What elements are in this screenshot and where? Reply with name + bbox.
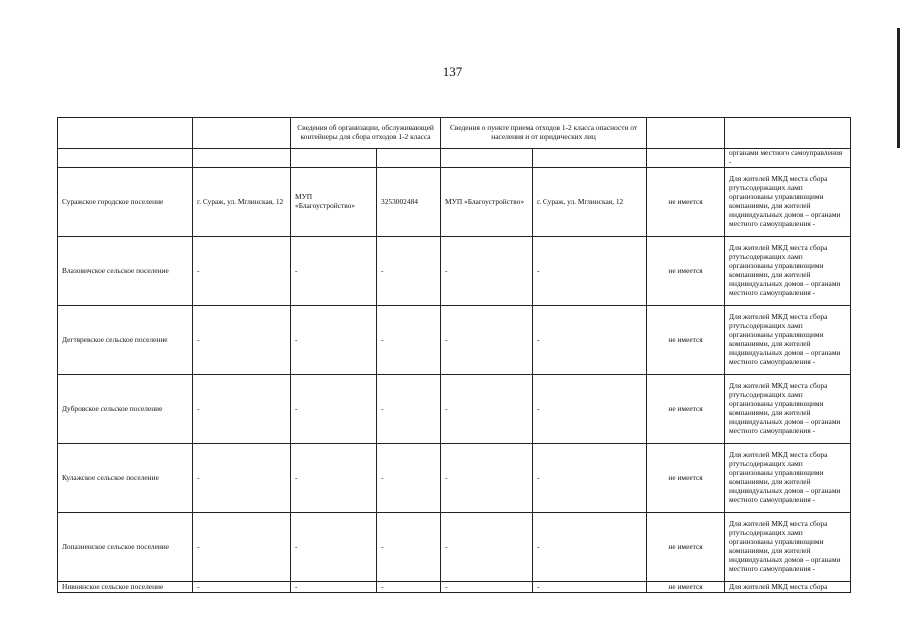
table-row [58,582,851,593]
header-org-group: Сведения об организации, обслуживающей контейнеры для сбора отходов 1-2 класса [291,118,441,149]
organization-cell: - [291,444,377,513]
header-empty-cell [193,118,291,149]
table-row [58,375,851,444]
point-organization-cell: - [441,375,533,444]
note-cell: органами местного самоуправления - [725,149,851,168]
scan-margin-line [897,28,900,148]
point-address-cell: - [533,582,647,593]
status-cell: не имеется [647,513,725,582]
table-row [58,306,851,375]
status-cell: не имеется [647,375,725,444]
point-organization-cell: - [441,582,533,593]
table-row [58,513,851,582]
note-cell: Для жителей МКД места сбора ртутьсодержащих ламп организованы управляющими компаниями, для жителей индивидуальных домов – органами местного самоуправления - [725,306,851,375]
point-organization-cell: - [441,306,533,375]
address-cell: - [193,582,291,593]
status-cell: не имеется [647,306,725,375]
note-cell: Для жителей МКД места сбора ртутьсодержащих ламп организованы управляющими компаниями, для жителей индивидуальных домов – органами местного самоуправления - [725,444,851,513]
organization-cell: - [291,513,377,582]
note-cell: Для жителей МКД места сбора ртутьсодержащих ламп организованы управляющими компаниями, для жителей индивидуальных домов – органами местного самоуправления - [725,375,851,444]
inn-cell: - [377,237,441,306]
point-address-cell: - [533,513,647,582]
organization-cell: - [291,375,377,444]
organization-cell: - [291,306,377,375]
settlement-name-cell: Нивнянское сельское поселение [58,582,193,593]
table-row [58,444,851,513]
point-organization-cell: - [441,444,533,513]
point-address-cell: - [533,306,647,375]
header-point-group: Сведения о пункте приема отходов 1-2 класса опасности от населения и от юридических лиц [441,118,647,149]
point-organization-cell: - [441,513,533,582]
organization-cell: - [291,237,377,306]
point-address-cell: - [533,237,647,306]
point-organization-cell: МУП «Благоустройство» [441,168,533,237]
note-cell: Для жителей МКД места сбора ртутьсодержащих ламп организованы управляющими компаниями, для жителей индивидуальных домов – органами местного самоуправления - [725,168,851,237]
address-cell: - [193,375,291,444]
point-organization-cell: - [441,237,533,306]
table-row-continued [58,149,851,168]
inn-cell: - [377,513,441,582]
status-cell: не имеется [647,168,725,237]
inn-cell: - [377,444,441,513]
address-cell: - [193,306,291,375]
settlement-name-cell: Кулажское сельское поселение [58,444,193,513]
point-address-cell: г. Сураж, ул. Мглинская, 12 [533,168,647,237]
note-cell: Для жителей МКД места сбора ртутьсодержащих ламп организованы управляющими компаниями, для жителей индивидуальных домов – органами местного самоуправления - [725,237,851,306]
organization-cell: - [291,582,377,593]
address-cell: - [193,513,291,582]
header-empty-cell [58,118,193,149]
settlement-name-cell: Дегтяревское сельское поселение [58,306,193,375]
note-cell: Для жителей МКД места сбора ртутьсодержащих ламп организованы управляющими компаниями, для жителей индивидуальных домов – органами местного самоуправления - [725,513,851,582]
waste-collection-table [57,117,851,593]
table-row [58,168,851,237]
settlement-name-cell: Лопазненское сельское поселение [58,513,193,582]
address-cell: - [193,444,291,513]
point-address-cell: - [533,444,647,513]
status-cell: не имеется [647,237,725,306]
address-cell: г. Сураж, ул. Мглинская, 12 [193,168,291,237]
table-header-row [58,118,851,149]
note-cell: Для жителей МКД места сбора [725,582,851,593]
status-cell: не имеется [647,582,725,593]
status-cell: не имеется [647,444,725,513]
inn-cell: - [377,306,441,375]
settlement-name-cell: Дубровское сельское поселение [58,375,193,444]
header-empty-cell [647,118,725,149]
point-address-cell: - [533,375,647,444]
settlement-name-cell: Суражское городское поселение [58,168,193,237]
inn-cell: 3253002484 [377,168,441,237]
header-empty-cell [725,118,851,149]
settlement-name-cell: Влазовичское сельское поселение [58,237,193,306]
table-row [58,237,851,306]
inn-cell: - [377,582,441,593]
page-number: 137 [442,64,463,79]
address-cell: - [193,237,291,306]
organization-cell: МУП «Благоустройство» [291,168,377,237]
inn-cell: - [377,375,441,444]
